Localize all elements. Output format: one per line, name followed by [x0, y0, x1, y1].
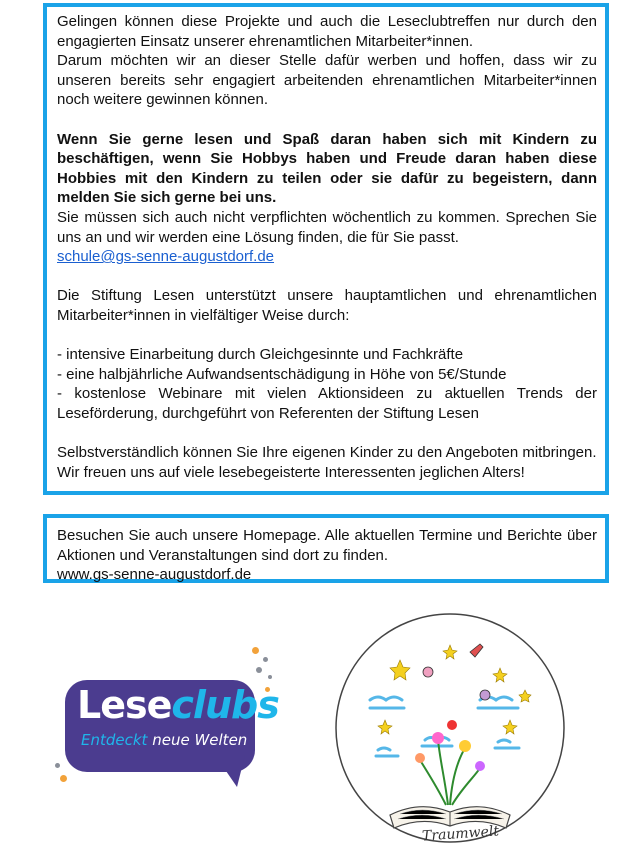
drawing-signature: Traumwelt: [421, 823, 500, 845]
call-to-action-paragraph: Wenn Sie gerne lesen und Spaß daran haben sich mit Kindern zu beschäftigen, wenn Sie Hobbys haben und Freude daran haben diese Hobbies mit den Kindern zu teilen oder sie dafür zu begeistern, dann melden Sie sich gerne bei uns.: [57, 130, 597, 207]
logo-wordmark: Leseclubs: [77, 683, 279, 727]
recruit-paragraph: Darum möchten wir an dieser Stelle dafür werben und hoffen, dass wir zu unseren bereits sehr engagiert arbeitenden ehrenamtlichen Mitarbeiter*innen noch weitere gewinnen können.: [57, 52, 597, 109]
decor-dot: [263, 657, 268, 662]
support-paragraph: Die Stiftung Lesen unterstützt unsere hauptamtlichen und ehrenamtlichen Mitarbeiter*innen in vielfältiger Weise durch:: [57, 287, 597, 324]
list-item: - eine halbjährliche Aufwandsentschädigung in Höhe von 5€/Stunde: [57, 365, 507, 383]
volunteer-info-box: [43, 3, 609, 495]
children-paragraph: Selbstverständlich können Sie Ihre eigenen Kinder zu den Angeboten mitbringen.: [57, 444, 597, 462]
email-link[interactable]: schule@gs-senne-augustdorf.de: [57, 248, 275, 266]
traumwelt-drawing: [330, 600, 570, 855]
homepage-paragraph: Besuchen Sie auch unsere Homepage. Alle aktuellen Termine und Berichte über Aktionen und Veranstaltungen sind dort zu finden.: [57, 527, 597, 564]
decor-dot: [268, 675, 272, 679]
list-item: - kostenlose Webinare mit vielen Aktionsideen zu aktuellen Trends der Leseförderung, durchgeführt von Referenten der Stiftung Lesen: [57, 385, 597, 422]
list-item: - intensive Einarbeitung durch Gleichgesinnte und Fachkräfte: [57, 346, 464, 364]
intro-paragraph: Gelingen können diese Projekte und auch die Leseclubtreffen nur durch den engagierten Einsatz unserer ehrenamtlichen Mitarbeiter*innen.: [57, 13, 597, 50]
homepage-info-box: [43, 514, 609, 583]
decor-dot: [60, 775, 67, 782]
logo-tagline: Entdeckt neue Welten: [81, 731, 248, 749]
drawing-illustration: [330, 600, 570, 855]
speech-bubble-tail: [215, 755, 245, 787]
decor-dot: [55, 763, 60, 768]
decor-dot: [252, 647, 259, 654]
closing-paragraph: Wir freuen uns auf viele lesebegeisterte Interessenten jeglichen Alters!: [57, 463, 525, 481]
leseclubs-logo: [55, 645, 280, 805]
homepage-url[interactable]: www.gs-senne-augustdorf.de: [57, 566, 252, 584]
flexibility-paragraph: Sie müssen sich auch nicht verpflichten wöchentlich zu kommen. Sprechen Sie uns an und wir werden eine Lösung finden, die für Sie passt.: [57, 208, 597, 246]
decor-dot: [256, 667, 262, 673]
